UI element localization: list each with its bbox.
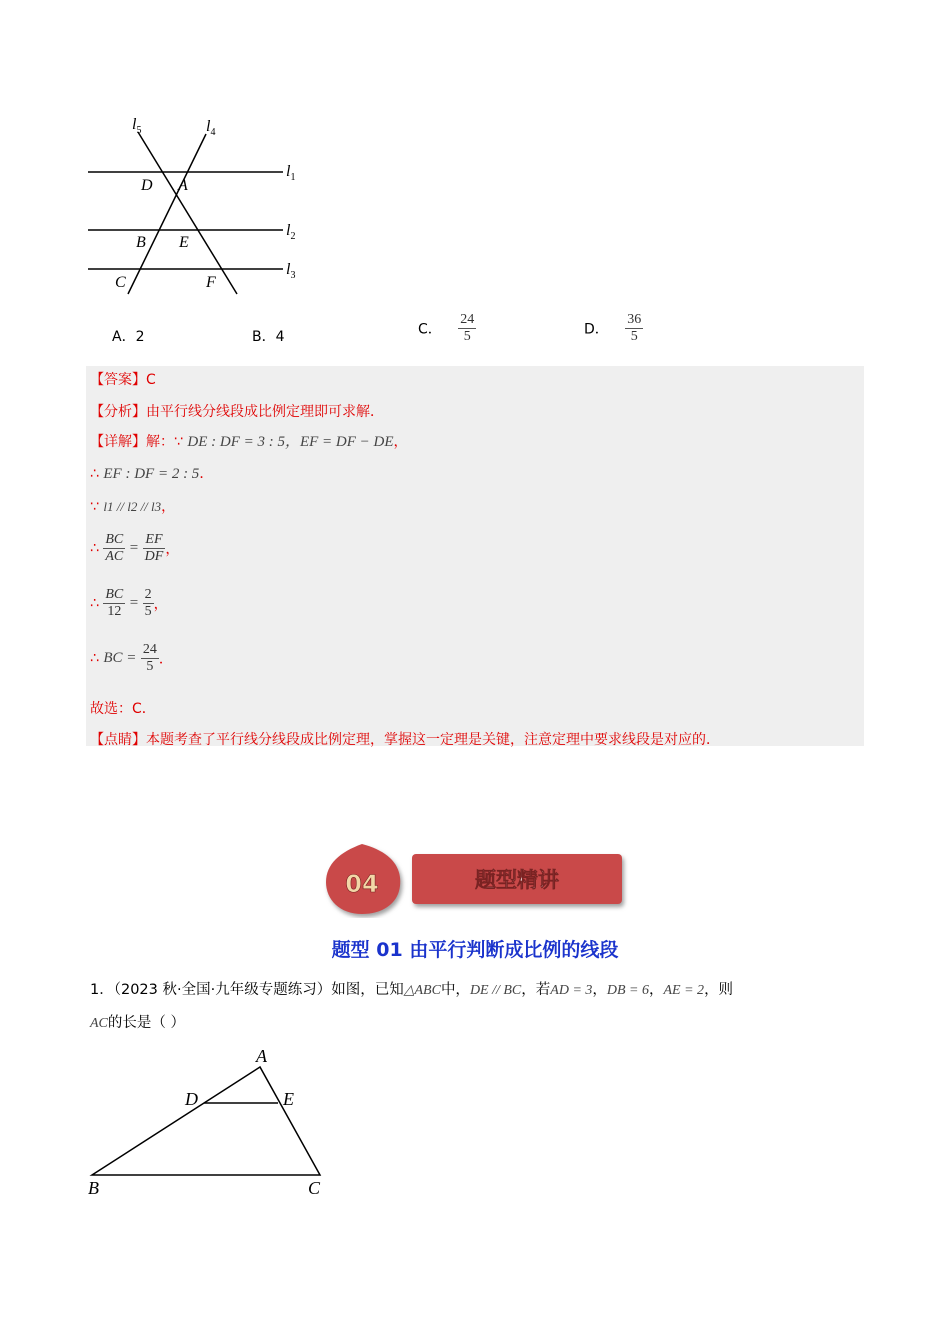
step3-math: l1 // l2 // l3 [103,499,162,514]
label-A: A [178,177,188,194]
label-l2: $l_2$ [286,222,296,242]
label-l3: $l_3$ [286,261,296,281]
step5-line: ∴ $\frac{BC}{12}$ = $\frac{2}{5}$ ， [90,587,168,620]
banner-title: 题型精讲 [475,868,559,892]
question-source: （2023 秋·全国·九年级专题练习） [113,982,332,998]
label-B: B [136,234,146,251]
option-d-numerator: 36 [625,312,643,329]
option-c-denominator: 5 [463,329,471,345]
step1-math: DE : DF = 3 : 5，EF = DF − DE [187,434,394,450]
option-b: B．4 [252,329,285,345]
parallel-lines-figure [80,110,320,300]
answer-box [86,366,864,746]
detail-tag: 【详解】 [90,434,146,450]
label-A: A [256,1046,267,1066]
analysis-line [90,401,384,421]
choice-line: 故选：C． [90,701,156,717]
analysis-tag: 【分析】 [90,404,146,420]
triangle-abc [92,1067,320,1175]
detail-line: 【详解】解：∵ DE : DF = 3 : 5，EF = DF − DE， [90,434,408,450]
triangle-figure [80,1040,340,1205]
option-a: A．2 [112,329,145,345]
section-heading: 题型 01 由平行判断成比例的线段 [331,939,619,961]
answer-line [90,369,156,389]
label-D: D [141,177,153,194]
answer-value: C [146,372,156,388]
answer-tag: 【答案】 [90,372,146,388]
analysis-text: 由平行线分线段成比例定理即可求解． [146,404,384,420]
step2-math: EF : DF = 2 : 5 [103,466,200,482]
line-l4 [128,134,206,294]
label-B: B [88,1178,99,1198]
label-C: C [115,274,126,291]
option-c-numerator: 24 [458,312,476,329]
label-E: E [283,1089,294,1109]
step3-line: ∵ l1 // l2 // l3， [90,499,176,515]
question-1-line-2: AC的长是（ ） [90,1015,185,1031]
option-d: D． $\frac{36}{5}$ [584,312,642,345]
comment-tag: 【点睛】 [90,732,146,748]
comment-line [90,729,720,749]
comment-text: 本题考查了平行线分线段成比例定理，掌握这一定理是关键，注意定理中要求线段是对应的． [146,732,720,748]
option-c: C． $\frac{24}{5}$ [418,312,475,345]
option-d-denominator: 5 [630,329,638,345]
label-E: E [179,234,189,251]
label-l5: $l_5$ [132,116,142,136]
step6-line: ∴ BC = $\frac{24}{5}$ ． [90,642,173,675]
label-D: D [185,1089,198,1109]
label-C: C [308,1178,321,1198]
banner-number: 04 [345,870,379,898]
step4-line: ∴ $\frac{BC}{AC}$ = $\frac{EF}{DF}$ ， [90,532,180,565]
question-1: 1．（2023 秋·全国·九年级专题练习）如图，已知△ABC中，DE // BC，若AD = 3，DB = 6，AE = 2，则 [90,982,734,998]
question-number: 1． [90,982,114,998]
label-F: F [206,274,216,291]
label-l4: $l_4$ [206,118,216,138]
step2-line: ∴ EF : DF = 2 : 5． [90,466,214,482]
label-l1: $l_1$ [286,163,296,183]
section-banner [320,838,630,918]
